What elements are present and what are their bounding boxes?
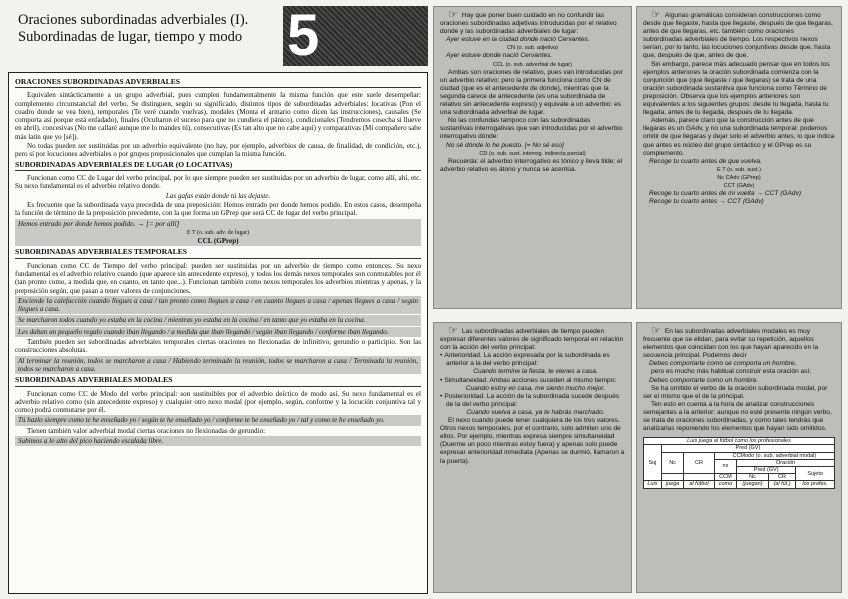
table-cell: Oración (737, 459, 835, 466)
note-text: Las subordinadas adverbiales de tiempo pueden expresar diferentes valores de significado temporal en relación con la acción del verbo principal: (440, 328, 624, 352)
table-cell: juega (661, 481, 683, 488)
note-text: El nexo cuando puede tener cualquiera de los tres valores. Otros nexos temporales, por el contrario, solo admiten uno de ellos. Por ejemplo, mientras expresa siempre simultaneidad (Duerme un poco mientras estoy fuera) y apenas solo puede expresar anterioridad inmediata (Apenas se durmió, llamaron a la puerta). (440, 417, 625, 465)
table-cell: (juegan) (737, 481, 769, 488)
analysis-line: CCT (GAdv) (723, 182, 755, 189)
note-text: pero es mucho más habitual construir esta oración así: (651, 368, 812, 376)
paragraph: Funcionan como CC de Lugar del verbo principal, por lo que siempre pueden ser sustituidas por un adverbio de lugar, como allí, ahí, etc. Su nexo fundamental es el adverbio relativo donde. (15, 173, 421, 191)
note-text: Ten esto en cuenta a la hora de analizar construcciones semejantes a la anterior: aunque no esté presente ningún verbo, se trata de oraciones subordinadas, y como tales tendrás que analizarlas reponiendo los elementos que hayan sido omitidos. (643, 400, 832, 433)
table-cell: CCModo (o. sub. adverbial modal) (714, 452, 834, 459)
example: Enciende la calefacción cuando llegues a casa / tan pronto como llegues a casa / en cuanto llegues a casa / apenas llegues a casa / según llegues a casa. (15, 296, 421, 315)
table-cell: CCM (714, 474, 736, 481)
note-panel-locuciones (636, 6, 842, 309)
analysis-line: CCL (GPrep) (197, 237, 239, 246)
heading-temporales: SUBORDINADAS ADVERBIALES TEMPORALES (15, 248, 421, 258)
example: Recoge tu cuarto antes de que vuelva. (649, 157, 762, 165)
paragraph: Funcionan como CC de Modo del verbo principal: son sustituibles por el adverbio deíctico de modo así. Su nexo fundamental es el adverbio relativo como (sin antecedente expreso) y cualquier otro nexo modal (por ejemplo, según, conforme y la locución conjuntiva tal y como) podrá conmutarse por él. (15, 389, 421, 415)
heading-modales: SUBORDINADAS ADVERBIALES MODALES (15, 376, 421, 386)
note-text: Hay que poner buen cuidado en no confundir las oraciones subordinadas adjetivas introducidas por el relativo donde y las subordinadas adverbiales de lugar: (440, 12, 617, 36)
example: Debes comportarte como un hombre. (649, 376, 759, 384)
note-text: Ambas son oraciones de relativo, pues van introducidas por un adverbio relativo; pero la primera funciona como CN de ciudad (que es el antecedente de donde), mientras que la segunda carece de antecedente (es una subordinada de relativo sin antecedente expreso) y equivale a un adverbio: es una subordinada adverbial de lugar. (440, 68, 623, 117)
paragraph: Tienen también valor adverbial modal ciertas oraciones no flexionadas de gerundio: (27, 426, 266, 435)
note-text: Sin embargo, parece más adecuado pensar que en todos los ejemplos anteriores la oración subordinada comienza con la conjunción que (que llegaste / que llegaras) se trata de una oración subordinada sustantiva que funciona como Término de preposición. Observa que los ejemplos anteriores son equivalentes a los siguientes grupos: desde tu llegada, hasta tu llegada, antes de tu llegada, después de tu llegada. (643, 60, 830, 117)
table-cell: al fútbol (684, 481, 714, 488)
example: Cuando estoy en casa, me siento mucho mejor. (465, 384, 606, 392)
table-cell: Suj (644, 445, 662, 481)
example: Cuando termine la fiesta, te vienes a casa. (473, 368, 598, 376)
title-line-1: Oraciones subordinadas adverbiales (I). (18, 12, 249, 28)
table-cell: (al fút.) (768, 481, 795, 488)
note-panel-valores-temporales (433, 322, 632, 593)
bullet-item: • Anterioridad. La acción expresada por la subordinada es anterior a la del verbo principal: (440, 352, 625, 368)
note-text: Recuerda: el adverbio interrogativo es tónico y lleva tilde; el adverbio relativo es átono y nunca se acentúa. (440, 157, 623, 173)
note-panel-elision-modal (636, 322, 842, 593)
table-cell: como (714, 481, 736, 488)
pointing-hand-icon: ☞ (448, 9, 458, 21)
heading-lugar: SUBORDINADAS ADVERBIALES DE LUGAR (O LOCATIVAS) (15, 161, 421, 171)
heading-adverbiales: ORACIONES SUBORDINADAS ADVERBIALES (15, 78, 421, 88)
page-title (18, 12, 278, 46)
example: Recoge tu cuarto antes de mi vuelta → CCT (GAdv) (649, 190, 802, 198)
table-cell: Luis (644, 481, 662, 488)
example: Cuando vuelva a casa, ya te habrás marchado. (466, 408, 605, 416)
analysis-line: E T (o. sub. sust.) (717, 166, 761, 173)
example: Subimos a lo alto del pico haciendo escalada libre. (15, 436, 421, 446)
paragraph: Es frecuente que la subordinada vaya precedida de una preposición: Hemos entrado por donde hemos podido. En estos casos, desempeña la función de término de la preposición precedente, con la que forma un GPrep que será CC de lugar del verbo principal. (15, 200, 421, 218)
example: Debes comportarte como se comporta un hombre, (649, 360, 797, 368)
paragraph: También pueden ser subordinadas adverbiales temporales ciertas oraciones no flexionadas de infinitivo, gerundio o participio. Son las construcciones absolutas. (15, 338, 421, 355)
pointing-hand-icon: ☞ (651, 325, 661, 337)
table-title: Luis juega al fútbol como los profesionales (644, 438, 835, 445)
table-cell: Nc (737, 474, 769, 481)
example: Se marcharon todos cuando yo estaba en la cocina / mientras yo estaba en la cocina / en tanto que yo estaba en la cocina. (15, 315, 421, 325)
example-box (15, 219, 421, 246)
table-cell (661, 474, 683, 481)
note-panel-donde (433, 6, 632, 309)
example: Les daban un pequeño regalo cuando iban llegando / a medida que iban llegando / según iban llegando / conforme iban llegando. (15, 327, 421, 337)
example: No sé dónde lo he puesto. [= No sé eso] (446, 141, 564, 149)
example: Recoge tu cuarto antes → CCT (GAdv) (649, 198, 764, 206)
example: Las gafas están donde tú las dejaste. (165, 191, 271, 200)
table-cell: Nc (661, 452, 683, 474)
table-cell (684, 474, 714, 481)
analysis-line: CN (o. sub. adjetiva) (507, 45, 558, 52)
note-text: Algunas gramáticas consideran construcciones como desde que llegaste, hasta que llegaste, después de que llegaras, antes de que llegaras, etc. también como oraciones subordinadas adverbiales de tiempo. Los respectivos nexos serían, por lo tanto, las locuciones conjuntivas desde que, hasta que, después de que, antes de que. (643, 12, 833, 60)
unit-number-badge (283, 6, 428, 66)
title-line-2: Subordinadas de lugar, tiempo y modo (18, 29, 243, 45)
table-cell: los profes. (796, 481, 835, 488)
example: Ayer estuve donde nació Cervantes. (446, 52, 553, 60)
note-text: En las subordinadas adverbiales modales es muy frecuente que se elidan, para evitar su repetición, aquellos elementos que coincidan con los que hayan aparecido en la secuencia principal. Podemos decir (643, 328, 819, 360)
syntax-analysis-table (643, 437, 835, 488)
analysis-line: Nc CAdv (GPrep) (717, 174, 761, 181)
pointing-hand-icon: ☞ (651, 9, 661, 21)
table-cell: Sujeto (796, 467, 835, 481)
analysis-line: CD (o. sub. sust. interrog. indirecta parcial) (479, 150, 586, 157)
table-cell: Pred (GV) (661, 445, 834, 452)
table-cell: Pred (GV) (737, 467, 796, 474)
note-text: No las confundas tampoco con las subordinadas sustantivas interrogativas que van introducidas por el adverbio interrogativo dónde: (440, 117, 623, 141)
pointing-hand-icon: ☞ (448, 325, 458, 337)
analysis-line: E T (o. sub. adv. de lugar) (186, 229, 250, 236)
example: Ayer estuve en la ciudad donde nació Cervantes. (446, 36, 590, 44)
table-cell: CR (684, 452, 714, 474)
note-text: Además, parece claro que la construcción antes de que llegaras es un GAdv, y no una subordinada temporal: podemos omitir de que llegaras y dejar solo el adverbio antes, lo que indica que antes es núcleo del grupo sintáctico y el GPrep es su complemento. (643, 117, 835, 157)
bullet-item: • Simultaneidad. Ambas acciones suceden al mismo tiempo: (440, 377, 625, 385)
bullet-item: • Posterioridad. La acción de la subordinada sucede después de la del verbo principal: (440, 393, 625, 409)
paragraph: No todas pueden ser sustituidas por un adverbio equivalente (no hay, por ejemplo, adverbios de causa, de finalidad, de condición, etc.), pero sí por locuciones adverbiales o por grupos preposicionales que cumplan la misma función. (15, 142, 421, 159)
analysis-line: CCL (o. sub. adverbial de lugar) (492, 61, 573, 68)
main-text-panel (8, 72, 428, 594)
paragraph: Equivalen sintácticamente a un grupo adverbial, pues cumplen fundamentalmente la misma función que este suele desempeñar: complemento circunstancial del verbo. Se distinguen, según su significado, distintos tipos de subordinadas adverbiales: locativas (Pon el cuadro donde se vea bien), temporales (Te veré cuando vuelvas), modales (Monta el armario como dicen las instrucciones), causales (Se comporta así porque está enfadado), finales (Ocultaron el suceso para que no cundiera el pánico), condicionales (Tendremos cosecha si llueve en abril), concesivas (No me callaré aunque me lo mandes tú), consecutivas (Es tan alto que no cabe aquí) y comparativas (Mi compañero sabe más latín que yo [sé]). (15, 91, 421, 141)
note-text: Se ha omitido el verbo de la oración subordinada modal, por ser el mismo que el de la principal. (643, 384, 828, 400)
table-cell: CR (768, 474, 795, 481)
example: Al terminar la reunión, todos se marcharon a casa / Habiendo terminado la reunión, todos se marcharon a casa / Terminada la reunión, todos se marcharon a casa. (15, 356, 421, 375)
example: Tú hazlo siempre como te he enseñado yo / según te he enseñado yo / conforme te he enseñado yo / tal y como te he enseñado yo. (15, 415, 421, 425)
table-cell: nx (714, 459, 736, 473)
unit-number: 5 (287, 6, 320, 66)
paragraph: Funcionan como CC de Tiempo del verbo principal: pueden ser sustituidas por un adverbio de tiempo como entonces. Su nexo fundamental es el adverbio relativo cuando (que aparece sin antecedente expreso), y todos los demás nexos temporales son conmutables por él (tan pronto como, a medida que, en cuanto, en tanto que...). Funcionan también como nexos temporales los adverbios mientras y apenas, y la preposición según, que pasan a tener valores de conjunciones. (15, 261, 421, 295)
example: Hemos entrado por donde hemos podido. → [= por allí] (18, 220, 180, 229)
